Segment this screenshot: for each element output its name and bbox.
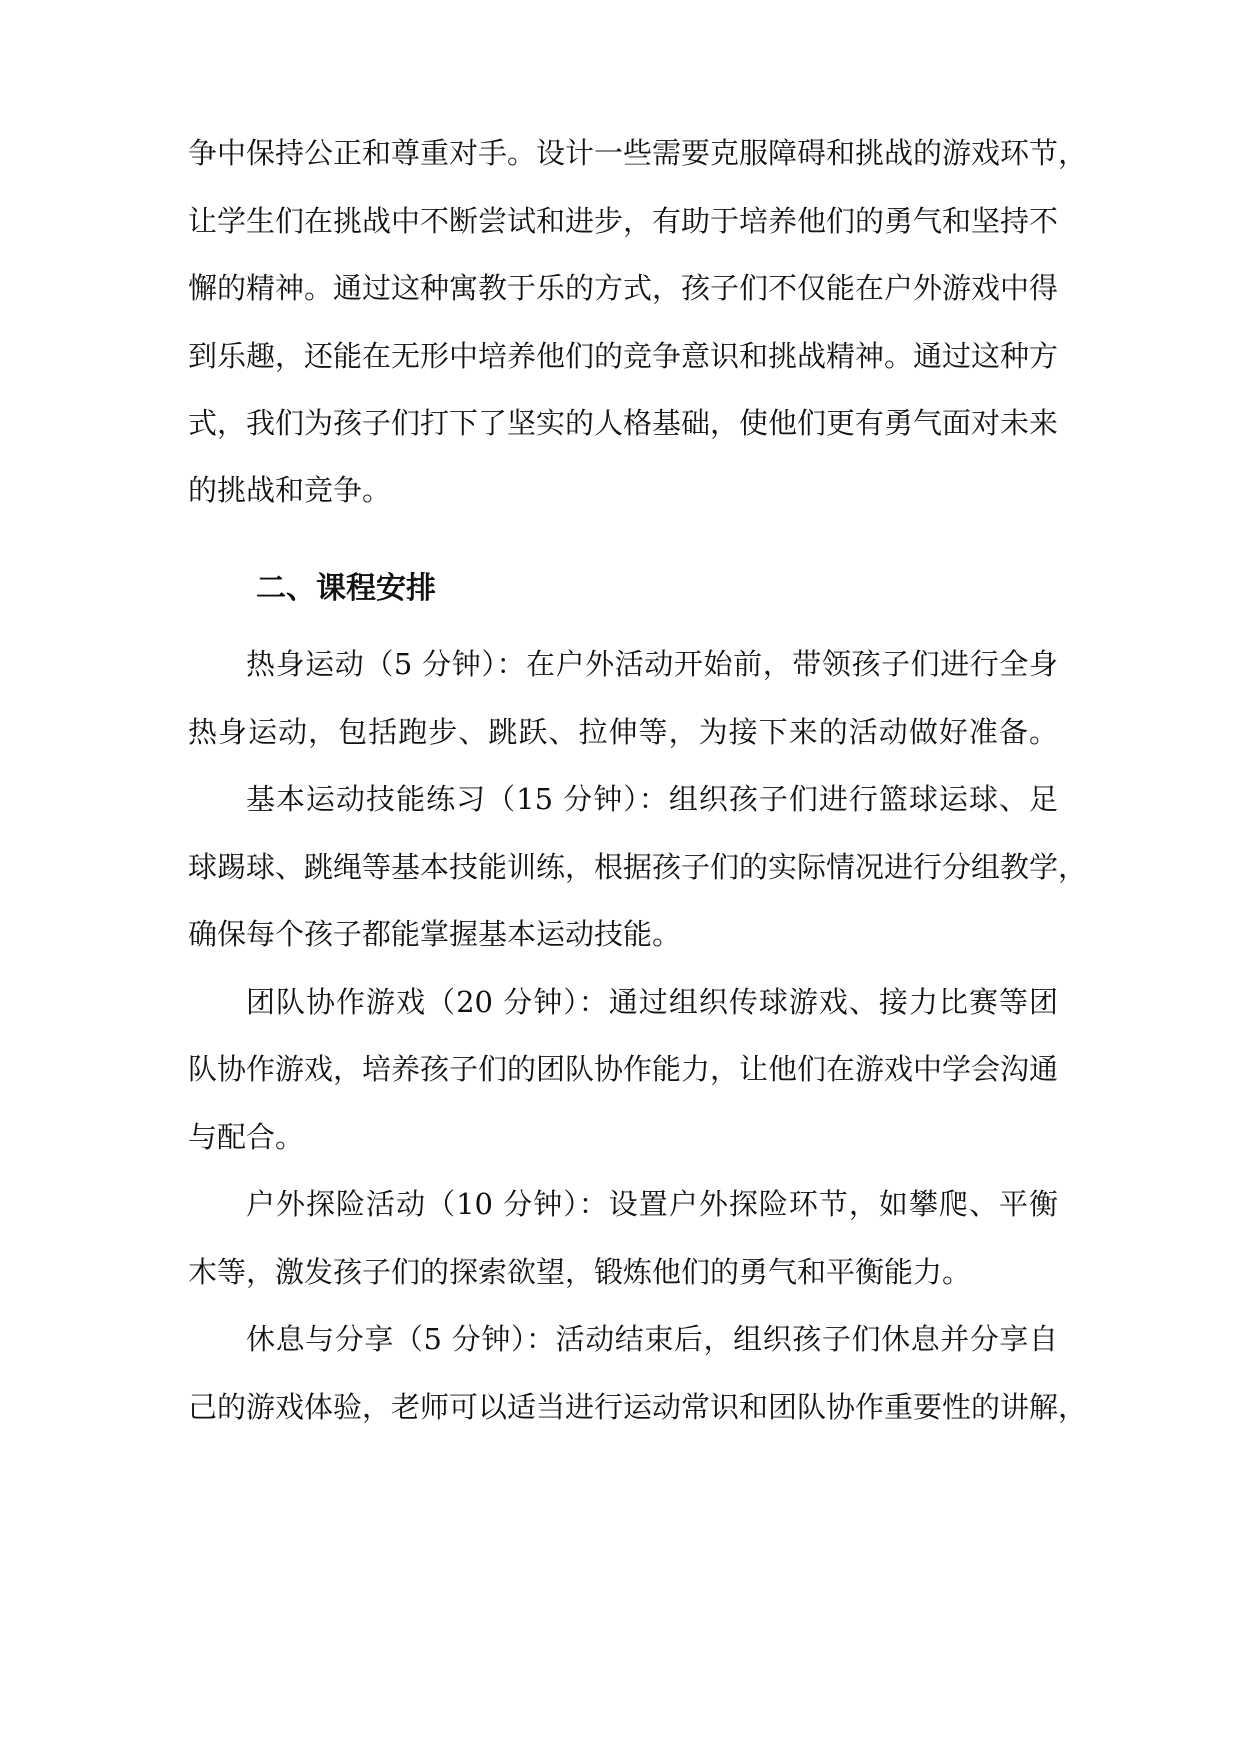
intro-line-3: 懈的精神。通过这种寓教于乐的方式，孩子们不仅能在户外游戏中得: [188, 271, 1059, 305]
section-heading: 二、课程安排: [256, 571, 436, 606]
intro-line-6: 的挑战和竞争。: [188, 473, 392, 507]
item-5-line-2: 己的游戏体验，老师可以适当进行运动常识和团队协作重要性的讲解，: [188, 1390, 1088, 1424]
item-1-line-1: 热身运动（5 分钟）：在户外活动开始前，带领孩子们进行全身: [246, 647, 1058, 681]
intro-line-2: 让学生们在挑战中不断尝试和进步，有助于培养他们的勇气和坚持不: [188, 204, 1059, 238]
item-4-line-2: 木等，激发孩子们的探索欲望，锻炼他们的勇气和平衡能力。: [188, 1255, 972, 1289]
item-5-line-1: 休息与分享（5 分钟）：活动结束后，组织孩子们休息并分享自: [246, 1322, 1058, 1356]
item-2-line-2: 球踢球、跳绳等基本技能训练，根据孩子们的实际情况进行分组教学，: [188, 850, 1088, 884]
item-2-line-1: 基本运动技能练习（15 分钟）：组织孩子们进行篮球运球、足: [246, 782, 1058, 816]
intro-line-5: 式，我们为孩子们打下了坚实的人格基础，使他们更有勇气面对未来: [188, 406, 1059, 440]
item-4-line-1: 户外探险活动（10 分钟）：设置户外探险环节，如攀爬、平衡: [246, 1187, 1058, 1221]
intro-line-4: 到乐趣，还能在无形中培养他们的竞争意识和挑战精神。通过这种方: [188, 339, 1059, 373]
intro-line-1: 争中保持公正和尊重对手。设计一些需要克服障碍和挑战的游戏环节，: [188, 136, 1088, 170]
item-3-line-2: 队协作游戏，培养孩子们的团队协作能力，让他们在游戏中学会沟通: [188, 1052, 1059, 1086]
item-3-line-1: 团队协作游戏（20 分钟）：通过组织传球游戏、接力比赛等团: [246, 985, 1058, 1019]
item-3-line-3: 与配合。: [188, 1120, 305, 1154]
item-1-line-2: 热身运动，包括跑步、跳跃、拉伸等，为接下来的活动做好准备。: [188, 715, 1058, 749]
item-2-line-3: 确保每个孩子都能掌握基本运动技能。: [188, 917, 682, 951]
